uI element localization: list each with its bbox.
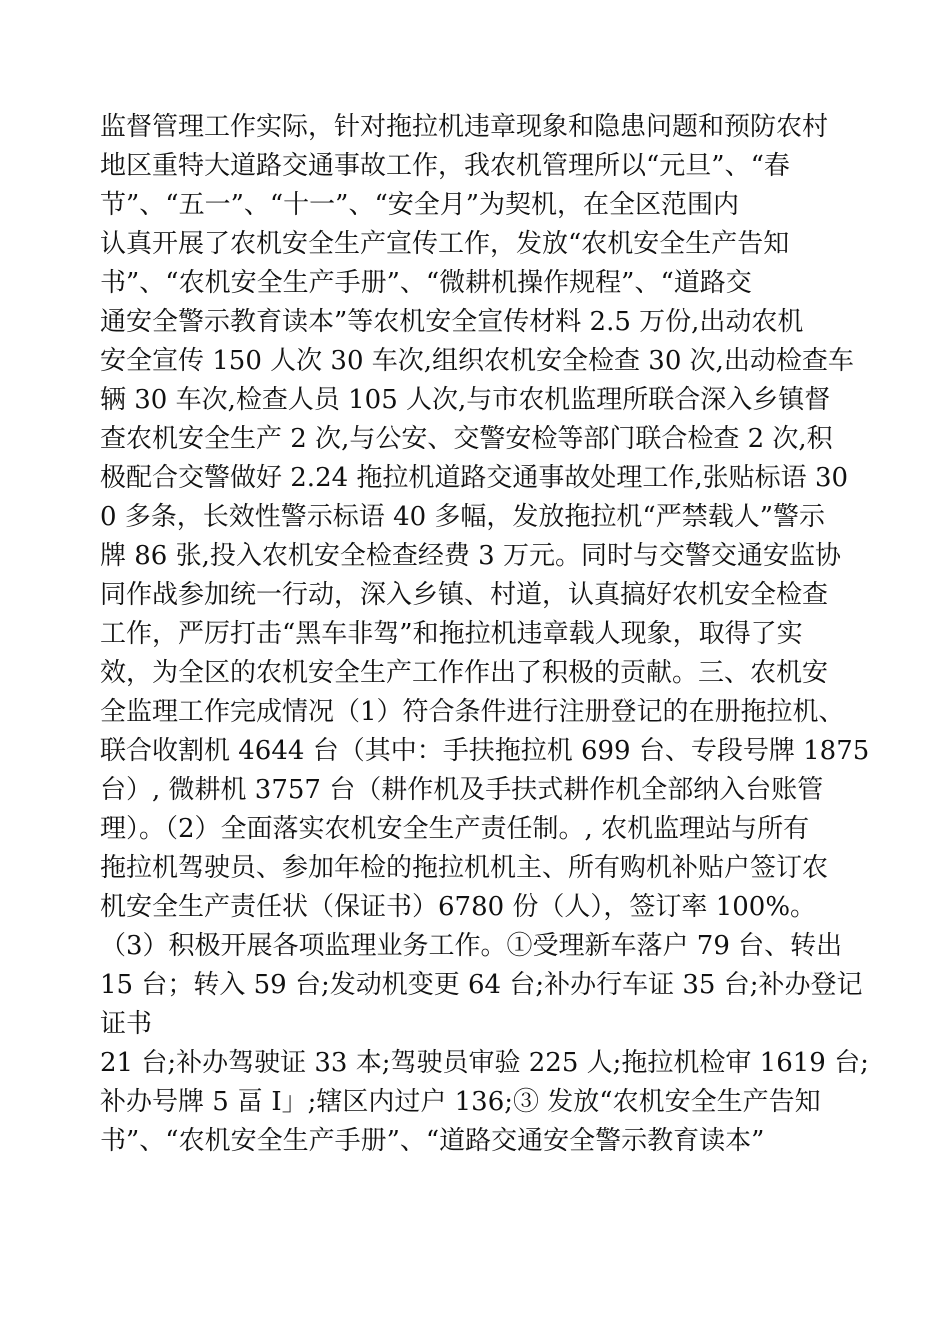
text-line: 书”、“农机安全生产手册”、“道路交通安全警示教育读本” [100,1126,765,1156]
text-line: 0 多条，长效性警示标语 40 多幅，发放拖拉机“严禁载人”警示 [100,502,826,532]
text-line: （3）积极开展各项监理业务工作。①受理新车落户 79 台、转出 [100,931,843,961]
text-line: 同作战参加统一行动，深入乡镇、村道，认真搞好农机安全检查 [100,580,829,610]
text-line: 书”、“农机安全生产手册”、“微耕机操作规程”、“道路交 [100,268,752,298]
text-line: 证书 [100,1009,153,1039]
text-line: 极配合交警做好 2.24 拖拉机道路交通事故处理工作,张贴标语 30 [100,463,849,493]
document-body [100,108,870,1161]
text-line: 机安全生产责任状（保证书）6780 份（人），签订率 100%。 [100,892,817,922]
text-line: 联合收割机 4644 台（其中：手扶拖拉机 699 台、专段号牌 1875 [100,736,870,766]
text-line: 效，为全区的农机安全生产工作作出了积极的贡献。三、农机安 [100,658,829,688]
text-line: 安全宣传 150 人次 30 车次,组织农机安全检查 30 次,出动检查车 [100,346,854,376]
text-line: 地区重特大道路交通事故工作，我农机管理所以“元旦”、“春 [100,151,790,181]
text-line: 查农机安全生产 2 次,与公安、交警安检等部门联合检查 2 次,积 [100,424,833,454]
text-line: 补办号牌 5 畐 I」;辖区内过户 136;③ 发放“农机安全生产告知 [100,1087,821,1117]
text-line: 认真开展了农机安全生产宣传工作，发放“农机安全生产告知 [100,229,790,259]
text-line: 拖拉机驾驶员、参加年检的拖拉机机主、所有购机补贴户签订农 [100,853,829,883]
text-line: 全监理工作完成情况（1）符合条件进行注册登记的在册拖拉机、 [100,697,845,727]
text-line: 台）, 微耕机 3757 台（耕作机及手扶式耕作机全部纳入台账管 [100,775,824,805]
text-line: 牌 86 张,投入农机安全检查经费 3 万元。同时与交警交通安监协 [100,541,841,571]
text-line: 通安全警示教育读本”等农机安全宣传材料 2.5 万份,出动农机 [100,307,804,337]
text-line: 辆 30 车次,检查人员 105 人次,与市农机监理所联合深入乡镇督 [100,385,831,415]
text-line: 理）。（2）全面落实农机安全生产责任制。, 农机监理站与所有 [100,814,810,844]
text-line: 工作，严厉打击“黑车非驾”和拖拉机违章载人现象，取得了实 [100,619,803,649]
text-line: 节”、“五一”、“十一”、“安全月”为契机，在全区范围内 [100,190,740,220]
text-line: 监督管理工作实际，针对拖拉机违章现象和隐患问题和预防农村 [100,112,829,142]
text-line: 15 台；转入 59 台;发动机变更 64 台;补办行车证 35 台;补办登记 [100,970,863,1000]
text-line: 21 台;补办驾驶证 33 本;驾驶员审验 225 人;拖拉机检审 1619 台; [100,1048,869,1078]
